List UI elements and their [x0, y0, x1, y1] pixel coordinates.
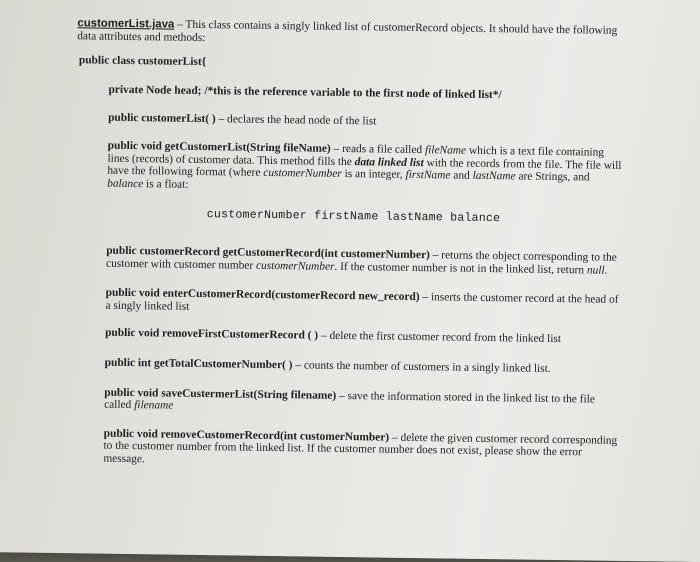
- get-customer-record-text-2: . If the customer number is not in the linked list, return: [334, 260, 587, 276]
- filename-var: fileName: [424, 144, 467, 157]
- head-declaration: private Node head; /*this is the reference variable to the first node of linked list*/: [108, 83, 502, 101]
- customer-number-var: customerNumber: [263, 167, 342, 181]
- get-customer-list-text-6: are Strings, and: [515, 170, 590, 184]
- balance-var: balance: [107, 177, 144, 190]
- filename-var-2: filename: [134, 399, 174, 412]
- enter-customer-record-signature: public void enterCustomerRecord(customerRecord new_record): [105, 286, 420, 304]
- get-customer-list-text-4: is an integer,: [341, 168, 406, 182]
- remove-record-signature: public void removeCustomerRecord(int customerNumber): [103, 427, 390, 444]
- get-customer-list-entry: [107, 140, 628, 198]
- get-customer-record-text-1: – returns the object corresponding to the customer with customer number: [106, 249, 617, 272]
- intro-paragraph: [77, 17, 629, 50]
- remove-first-description: – delete the first customer record from the linked list: [318, 329, 562, 346]
- remove-first-entry: [105, 327, 625, 347]
- class-declaration: public class customerList{: [78, 54, 207, 69]
- remove-record-entry: [103, 427, 623, 472]
- first-name-var: firstName: [405, 169, 451, 182]
- get-customer-list-text-5: and: [450, 169, 473, 182]
- remove-first-signature: public void removeFirstCustomerRecord ( ): [105, 327, 319, 342]
- document-content: [77, 17, 629, 472]
- get-customer-list-text-7: is a float:: [143, 177, 189, 191]
- total-number-entry: [105, 357, 625, 377]
- data-linked-list-term: data linked list: [354, 155, 424, 169]
- total-number-signature: public int getTotalCustomerNumber( ): [104, 356, 293, 372]
- save-list-description: – save the information stored in the linked list to the file called: [104, 389, 595, 412]
- file-format-line: customerNumber firstName lastName balance: [206, 208, 501, 226]
- intro-text: – This class contains a singly linked list of customerRecord objects. It should have the following data attributes and methods:: [77, 18, 618, 44]
- get-customer-record-signature: public customerRecord getCustomerRecord(int customerNumber): [106, 244, 430, 262]
- constructor-entry: [108, 112, 628, 132]
- remove-record-description: – delete the given customer record corresponding to the customer number from the linked list. If the customer number does not exist, please show the error message.: [103, 431, 618, 466]
- null-var: null.: [586, 263, 608, 277]
- constructor-signature: public customerList( ): [108, 112, 216, 126]
- get-customer-record-entry: [106, 245, 626, 277]
- get-customer-list-text-1: – reads a file called: [330, 142, 426, 157]
- save-list-entry: [104, 386, 624, 418]
- enter-customer-record-entry: [105, 287, 625, 319]
- get-customer-list-text-3: with the records from the file. The file will have the following format (where: [107, 156, 622, 180]
- last-name-var: lastName: [472, 169, 516, 183]
- save-list-signature: public void saveCustermerList(String filename): [104, 386, 337, 402]
- total-number-description: – counts the number of customers in a singly linked list.: [292, 359, 551, 375]
- class-file-title: customerList.java: [77, 17, 175, 31]
- enter-customer-record-description: – inserts the customer record at the head of a singly linked list: [105, 291, 619, 313]
- get-customer-list-signature: public void getCustomerList(String fileName): [107, 139, 331, 155]
- constructor-description: – declares the head node of the list: [215, 113, 377, 128]
- customer-number-var-2: customerNumber: [255, 259, 335, 273]
- get-customer-list-text-2: which is a text file containing lines (records) of customer data. This method fills the: [107, 144, 605, 168]
